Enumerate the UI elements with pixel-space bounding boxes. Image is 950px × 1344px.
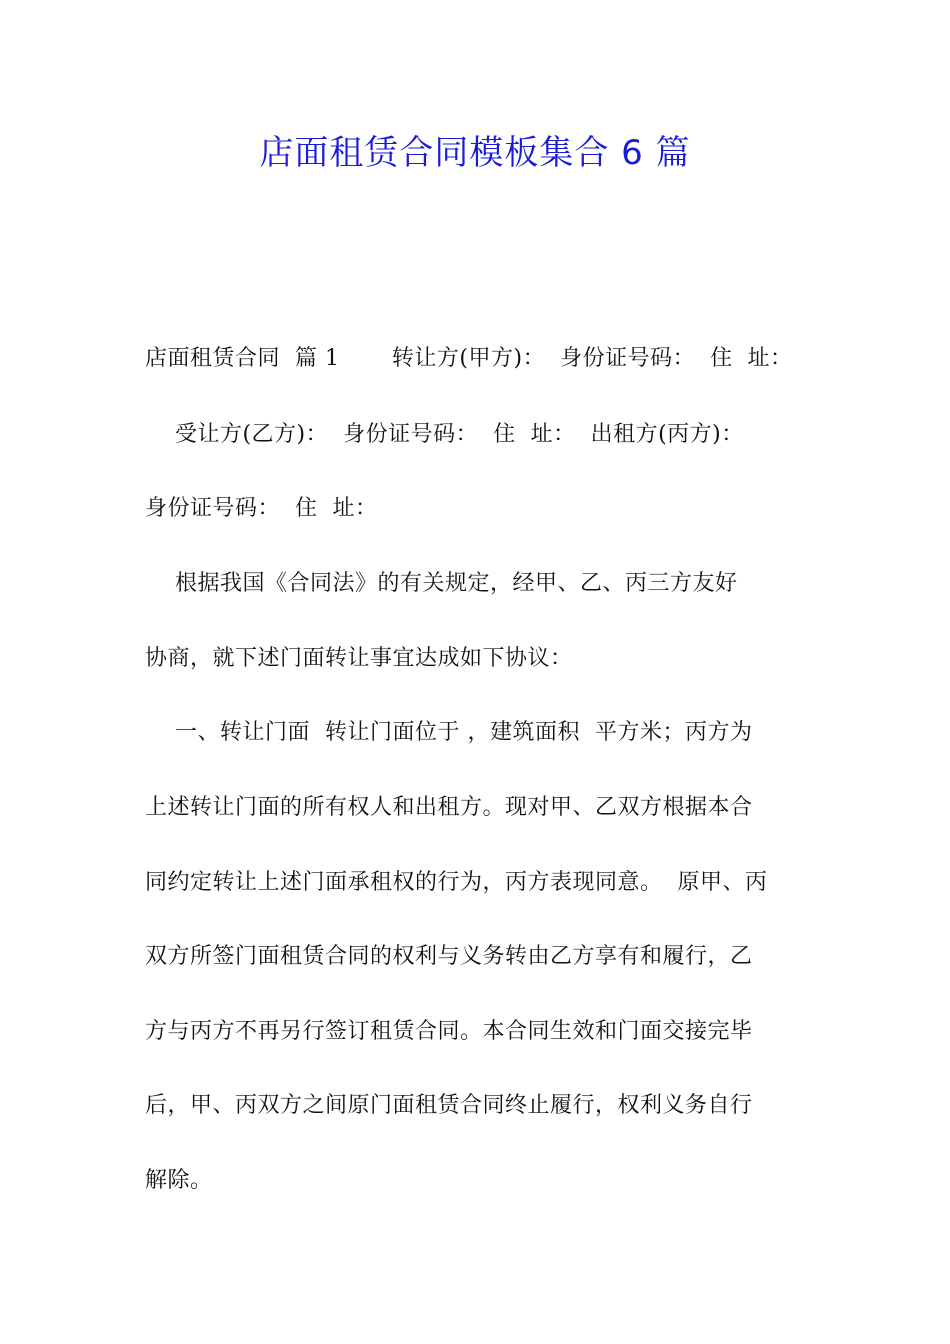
text-line: 双方所签门面租赁合同的权利与义务转由乙方享有和履行，乙 xyxy=(145,944,753,969)
text-line: 店面租赁合同 篇 1 转让方(甲方)： 身份证号码： 住 址： xyxy=(145,346,793,371)
text-line: 受让方(乙方)： 身份证号码： 住 址： 出租方(丙方)： xyxy=(145,422,744,447)
text-line: 协商，就下述门面转让事宜达成如下协议： xyxy=(145,646,573,671)
text-line: 根据我国《合同法》的有关规定，经甲、乙、丙三方友好 xyxy=(145,571,738,596)
text-line: 身份证号码： 住 址： xyxy=(145,496,378,521)
text-line: 方与丙方不再另行签订租赁合同。本合同生效和门面交接完毕 xyxy=(145,1019,753,1044)
text-line: 一、转让门面 转让门面位于 ，建筑面积 平方米；丙方为 xyxy=(145,720,753,745)
text-line: 同约定转让上述门面承租权的行为，丙方表现同意。 原甲、丙 xyxy=(145,870,768,895)
text-line: 上述转让门面的所有权人和出租方。现对甲、乙双方根据本合 xyxy=(145,795,753,820)
text-line: 解除。 xyxy=(145,1168,213,1193)
document-title: 店面租赁合同模板集合 6 篇 xyxy=(259,133,691,173)
text-line: 后，甲、丙双方之间原门面租赁合同终止履行，权利义务自行 xyxy=(145,1093,753,1118)
